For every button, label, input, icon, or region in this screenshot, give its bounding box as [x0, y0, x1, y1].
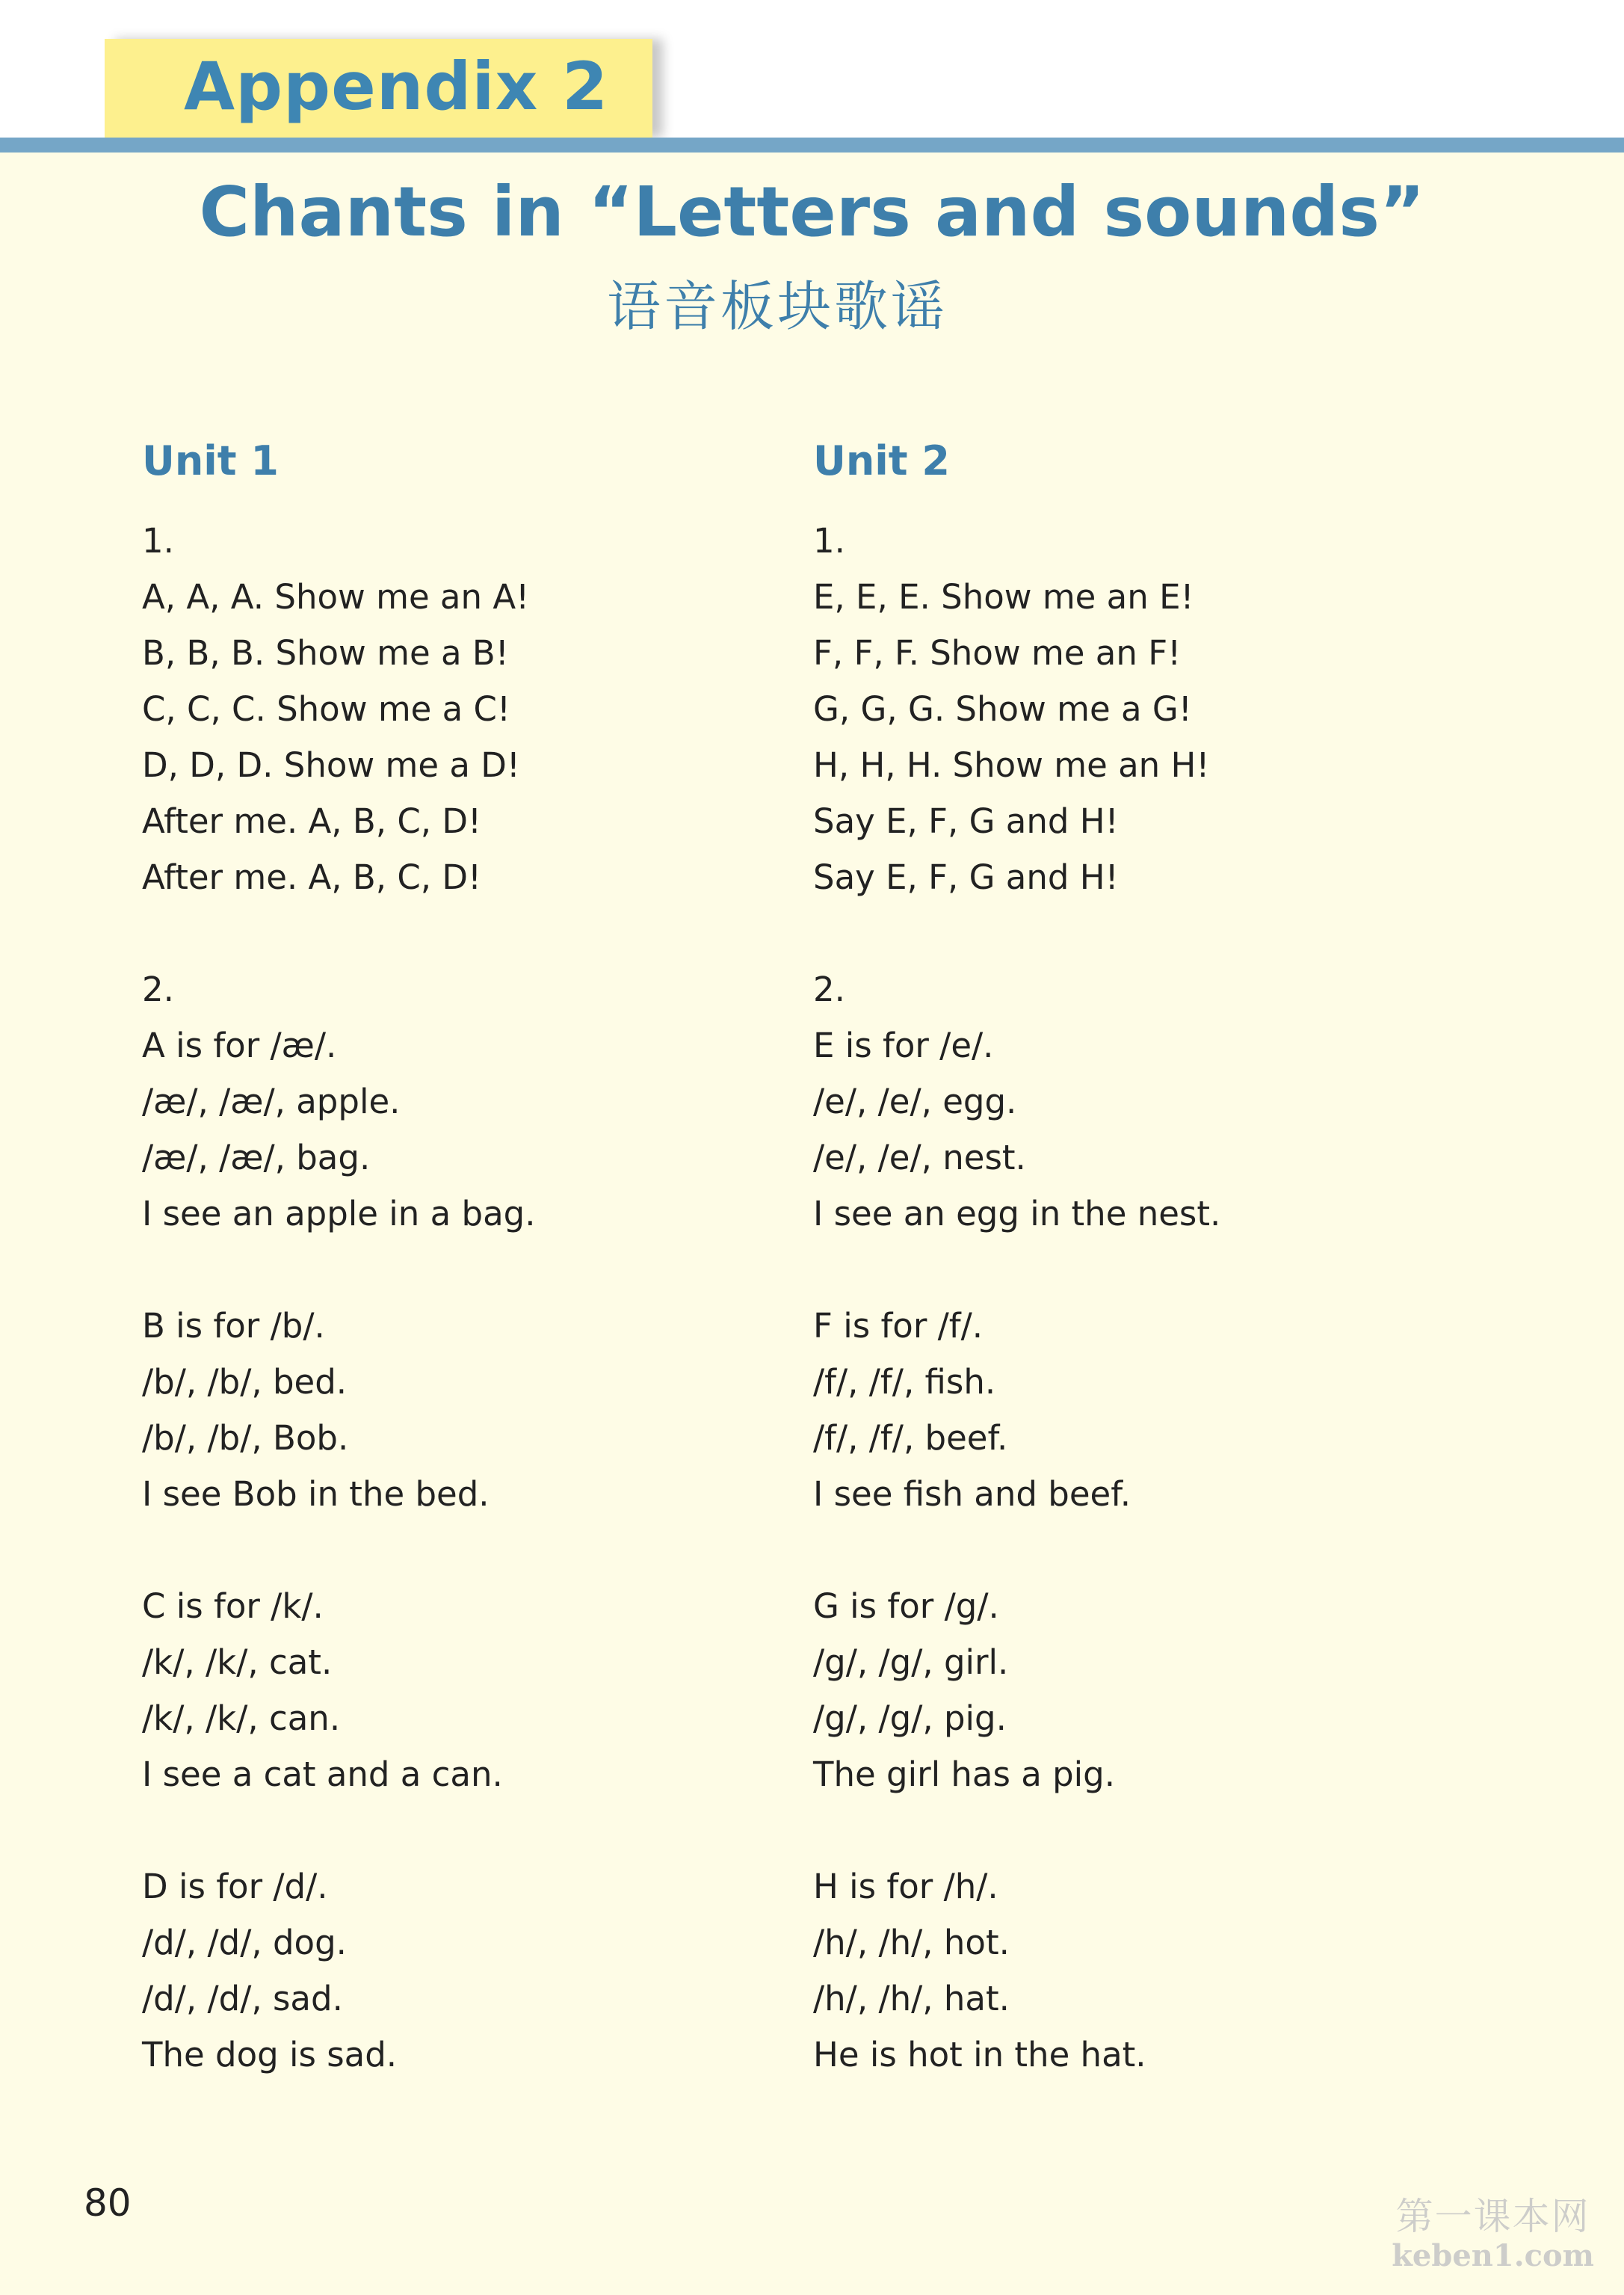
header-rule — [0, 138, 1624, 153]
stanza-gap — [142, 905, 800, 961]
chant-line: /h/, /h/, hot. — [813, 1923, 1010, 1962]
chant-line: A is for /æ/. — [142, 1026, 337, 1065]
chant-line: /d/, /d/, sad. — [142, 1979, 343, 2018]
chant-line: B, B, B. Show me a B! — [142, 633, 509, 673]
chant-line: He is hot in the hat. — [813, 2035, 1146, 2074]
appendix-tab — [105, 39, 652, 138]
appendix-title: Appendix 2 — [184, 48, 609, 125]
chant-line: H, H, H. Show me an H! — [813, 745, 1210, 785]
chant-line: /æ/, /æ/, apple. — [142, 1082, 401, 1121]
watermark — [1392, 2195, 1594, 2274]
chant-line: G, G, G. Show me a G! — [813, 689, 1192, 729]
chant-line: /g/, /g/, girl. — [813, 1642, 1009, 1682]
chant-line: /f/, /f/, beef. — [813, 1418, 1008, 1458]
chant-line: /k/, /k/, can. — [142, 1698, 341, 1738]
chant-line: 1. — [142, 521, 174, 561]
chant-line: /g/, /g/, pig. — [813, 1698, 1007, 1738]
unit-2-column — [813, 435, 1471, 2083]
chant-line: After me. A, B, C, D! — [142, 801, 482, 841]
stanza-gap — [813, 1522, 1471, 1578]
chant-line: I see fish and beef. — [813, 1474, 1131, 1514]
chant-line: E, E, E. Show me an E! — [813, 577, 1194, 617]
chant-line: /æ/, /æ/, bag. — [142, 1138, 371, 1177]
chant-line: /k/, /k/, cat. — [142, 1642, 333, 1682]
chant-line: /e/, /e/, nest. — [813, 1138, 1026, 1177]
chant-line: A, A, A. Show me an A! — [142, 577, 530, 617]
chant-line: I see an apple in a bag. — [142, 1194, 536, 1233]
stanza-gap — [142, 1802, 800, 1858]
stanza-gap — [142, 1522, 800, 1578]
chant-line: H is for /h/. — [813, 1867, 998, 1906]
chant-line: /d/, /d/, dog. — [142, 1923, 347, 1962]
chant-line: I see an egg in the nest. — [813, 1194, 1221, 1233]
chant-line: The girl has a pig. — [813, 1755, 1116, 1794]
chant-line: I see Bob in the bed. — [142, 1474, 490, 1514]
chant-line: /e/, /e/, egg. — [813, 1082, 1017, 1121]
chant-line: /h/, /h/, hat. — [813, 1979, 1010, 2018]
chant-line: I see a cat and a can. — [142, 1755, 503, 1794]
chant-line: C is for /k/. — [142, 1586, 324, 1626]
unit-1-chant-lines — [142, 513, 800, 2083]
chant-line: /b/, /b/, bed. — [142, 1362, 348, 1402]
page-subtitle: 语音板块歌谣 — [606, 275, 948, 338]
stanza-gap — [142, 1242, 800, 1298]
chant-line: D is for /d/. — [142, 1867, 328, 1906]
unit-1-heading: Unit 1 — [142, 437, 279, 484]
chant-line: E is for /e/. — [813, 1026, 994, 1065]
unit-2-chant-lines — [813, 513, 1471, 2083]
chant-line: /f/, /f/, fish. — [813, 1362, 996, 1402]
chant-line: F, F, F. Show me an F! — [813, 633, 1182, 673]
unit-2-heading: Unit 2 — [813, 437, 950, 484]
chant-line: /b/, /b/, Bob. — [142, 1418, 349, 1458]
page-title: Chants in “Letters and sounds” — [199, 172, 1425, 252]
watermark-url: keben1.com — [1392, 2238, 1594, 2273]
stanza-gap — [813, 1802, 1471, 1858]
unit-1-column — [142, 435, 800, 2083]
chant-line: F is for /f/. — [813, 1306, 984, 1346]
chant-line: 2. — [142, 970, 174, 1009]
stanza-gap — [813, 905, 1471, 961]
chant-line: C, C, C. Show me a C! — [142, 689, 510, 729]
chant-line: The dog is sad. — [142, 2035, 398, 2074]
chant-line: 1. — [813, 521, 845, 561]
watermark-text: 第一课本网 — [1395, 2195, 1590, 2238]
chant-line: 2. — [813, 970, 845, 1009]
page-number: 80 — [84, 2181, 132, 2225]
chant-line: B is for /b/. — [142, 1306, 325, 1346]
chant-line: D, D, D. Show me a D! — [142, 745, 520, 785]
chant-line: After me. A, B, C, D! — [142, 857, 482, 897]
stanza-gap — [813, 1242, 1471, 1298]
chant-line: Say E, F, G and H! — [813, 857, 1119, 897]
chant-line: Say E, F, G and H! — [813, 801, 1119, 841]
chant-line: G is for /g/. — [813, 1586, 999, 1626]
